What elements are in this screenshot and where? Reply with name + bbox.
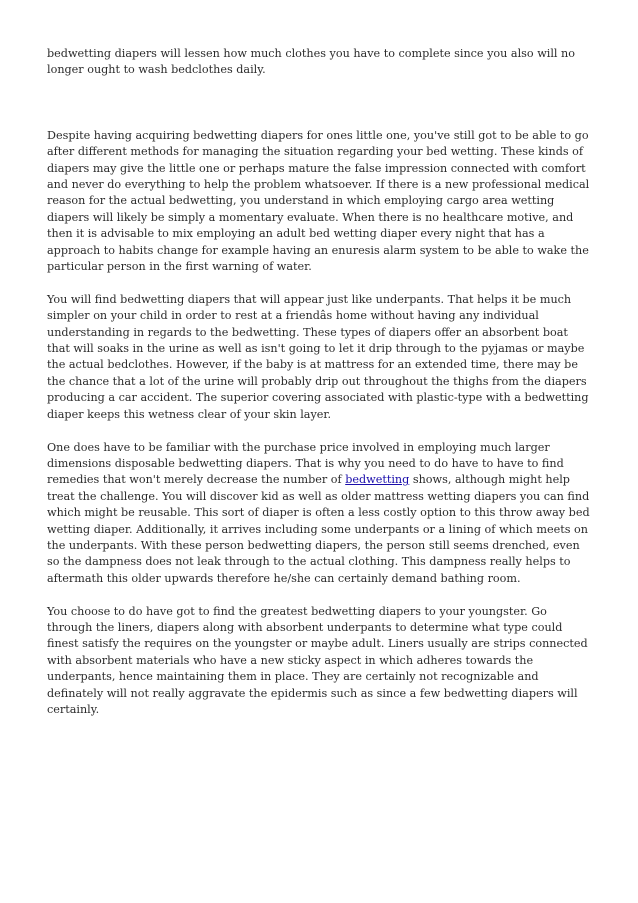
paragraph-4-text-after-link: shows, although might help treat the challenge. You will discover kid as well as older mattress wetting diapers you can find which might be reusable. This sort of diaper is often a less costly option to this throw away bed wetting diaper. Additionally, it arrives including some underpants or a lining of which meets on the underpants. With these person bedwetting diapers, the person still seems drenched, even so the dampness does not leak through to the actual clothing. This dampness really helps to aftermath this older upwards therefore he/she can certainly demand bathing room. — [47, 473, 590, 585]
paragraph-4-text-before-link: One does have to be familiar with the purchase price involved in employing much larger dimensions disposable bedwetting diapers. That is why you need to do have to have to find remedies that won't merely decrease the number of — [47, 440, 564, 487]
paragraph-3: You will find bedwetting diapers that will appear just like underpants. That helps it be much simpler on your child in order to rest at a friendâs home without having any individual understanding in regards to the bedwetting. These types of diapers offer an absorbent boat that will soaks in the urine as well as isn't going to let it drip through to the pyjamas or maybe the actual bedclothes. However, if the baby is at mattress for an extended time, there may be the chance that a lot of the urine will probably drip out throughout the thighs from the diapers producing a car accident. The superior covering associated with plastic-type with a bedwetting diaper keeps this wetness clear of your skin layer. — [47, 292, 589, 421]
paragraph-1: bedwetting diapers will lessen how much clothes you have to complete since you also will no longer ought to wash bedclothes daily. — [47, 47, 576, 77]
paragraph-5: You choose to do have got to find the greatest bedwetting diapers to your youngster. Go through the liners, diapers along with absorbent underpants to determine what type could finest satisfy the requires on the youngster or maybe adult. Liners usually are strips connected with absorbent materials who have a new sticky aspect in which adheres towards the underpants, hence maintaining them in place. They are certainly not recognizable and definately will not really aggravate the epidermis such as since a few bedwetting diapers will certainly. — [47, 604, 588, 716]
document-body — [47, 46, 593, 735]
paragraph-4 — [47, 440, 593, 588]
bedwetting-link[interactable]: bedwetting — [345, 473, 410, 487]
paragraph-2: Despite having acquiring bedwetting diapers for ones little one, you've still got to be able to go after different methods for managing the situation regarding your bed wetting. These kinds of diapers may give the little one or perhaps mature the false impression connected with comfort and never do everything to help the problem whatsoever. If there is a new professional medical reason for the actual bedwetting, you understand in which employing cargo area wetting diapers will likely be simply a momentary evaluate. When there is no healthcare motive, and then it is advisable to mix employing an adult bed wetting diaper every night that has a approach to habits change for example having an enuresis alarm system to be able to wake the particular person in the first warning of water. — [47, 128, 590, 274]
